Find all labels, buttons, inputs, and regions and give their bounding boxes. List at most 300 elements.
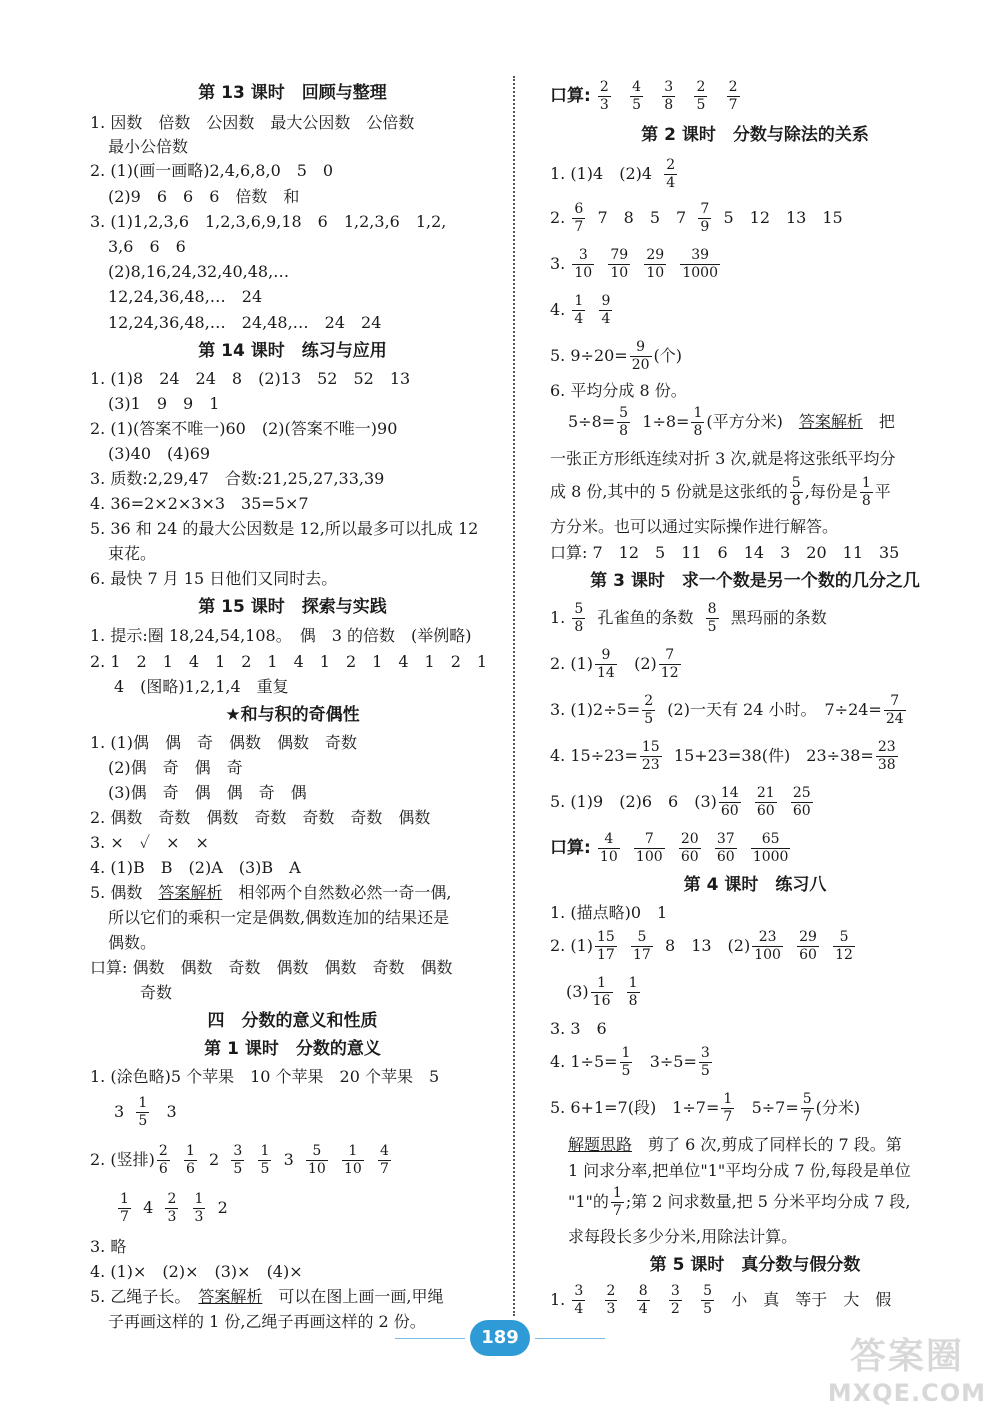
answer-text: 2 — [217, 1198, 228, 1217]
answer-text: 5. (1)9 (2)6 6 (3) — [550, 792, 717, 811]
fraction — [659, 647, 681, 682]
fraction — [640, 739, 662, 774]
answer-text: 3÷5= — [649, 1052, 697, 1071]
fraction — [605, 1283, 618, 1318]
answer-line — [550, 336, 682, 376]
fraction — [634, 831, 665, 866]
answer-line: 2. 1 2 1 4 1 2 1 4 1 2 1 4 1 2 1 — [90, 652, 488, 671]
answer-line: 2. (1)(画一画略)2,4,6,8,0 5 0 — [90, 161, 334, 180]
oral-calc-label: 口算: — [550, 838, 591, 858]
denominator: 7 — [379, 1161, 389, 1177]
numerator: 23 — [877, 739, 896, 755]
answer-line — [550, 198, 843, 238]
oral-calc-line: 口算: 7 12 5 11 6 14 3 20 11 35 — [550, 543, 900, 562]
fraction — [876, 739, 898, 774]
answer-line — [114, 1092, 177, 1132]
numerator: 9 — [630, 339, 652, 357]
answer-line: 4. (1)× (2)× (3)× (4)× — [90, 1262, 303, 1281]
numerator: 65 — [751, 831, 791, 849]
fraction — [694, 79, 707, 114]
denominator: 5 — [703, 1301, 713, 1317]
denominator: 3 — [194, 1209, 204, 1225]
fraction — [118, 1191, 131, 1226]
fraction — [157, 1143, 170, 1178]
column-divider — [513, 76, 515, 1316]
answer-line: 3. 3 6 — [550, 1019, 607, 1038]
fraction — [378, 1143, 391, 1178]
answer-line: 3,6 6 6 — [108, 237, 186, 256]
answer-text: 2. (1) — [550, 654, 594, 673]
denominator: 10 — [610, 265, 629, 281]
answer-line: 所以它们的乘积一定是偶数,偶数连加的结果还是 — [108, 908, 450, 927]
numerator: 15 — [641, 739, 660, 755]
answer-line: 方分米。也可以通过实际操作进行解答。 — [550, 517, 839, 536]
fraction — [860, 475, 873, 510]
watermark-logo — [828, 1328, 986, 1407]
numerator: 5 — [802, 1091, 812, 1107]
answer-text: 4 — [143, 1198, 154, 1217]
answer-line: 3. 略 — [90, 1237, 127, 1256]
answer-text: 4. 1÷5= — [550, 1052, 618, 1071]
answer-line — [550, 782, 815, 822]
denominator: 8 — [791, 493, 801, 509]
numerator: 2 — [167, 1191, 177, 1207]
answer-text: (3) — [566, 982, 589, 1001]
fraction — [719, 785, 741, 820]
fraction — [598, 831, 620, 866]
answer-line — [90, 882, 451, 904]
denominator: 7 — [120, 1209, 129, 1225]
oral-calc-line: 口算: 偶数 偶数 奇数 偶数 偶数 奇数 偶数 — [90, 958, 453, 977]
section-title-lesson4: 第 4 课时 练习八 — [683, 875, 827, 895]
fraction — [669, 1283, 682, 1318]
fraction — [165, 1191, 178, 1226]
denominator: 16 — [592, 993, 611, 1009]
answer-line — [550, 290, 614, 330]
fraction — [791, 785, 813, 820]
denominator: 1000 — [752, 849, 789, 865]
numerator: 3 — [664, 79, 674, 95]
numerator: 20 — [680, 831, 699, 847]
answer-text: 相邻两个自然数必然一奇一偶, — [222, 883, 452, 902]
denominator: 10 — [343, 1161, 362, 1177]
denominator: 5 — [696, 97, 706, 113]
answer-line: (3)1 9 9 1 — [108, 394, 220, 413]
answer-text: 剪了 6 次,剪成了同样长的 7 段。第 — [632, 1135, 902, 1154]
numerator: 37 — [716, 831, 735, 847]
answer-line: 束花。 — [108, 544, 157, 563]
denominator: 4 — [666, 175, 676, 191]
answer-line: 12,24,36,48,… 24,48,… 24 24 — [108, 313, 382, 332]
numerator: 7 — [634, 831, 665, 849]
answer-text: 7 8 5 7 — [597, 208, 687, 227]
answer-line — [90, 1140, 393, 1180]
denominator: 5 — [632, 97, 642, 113]
fraction — [572, 201, 585, 236]
denominator: 7 — [723, 1109, 733, 1125]
fraction — [595, 929, 617, 964]
answer-text: 15+23=38(件) 23÷38= — [673, 746, 874, 765]
answer-text: 1. — [550, 608, 566, 627]
numerator: 1 — [621, 1045, 631, 1061]
denominator: 10 — [307, 1161, 326, 1177]
numerator: 29 — [646, 247, 665, 263]
answer-line: 2. 偶数 奇数 偶数 奇数 奇数 奇数 偶数 — [90, 808, 431, 827]
denominator: 5 — [707, 619, 717, 635]
denominator: 7 — [802, 1109, 812, 1125]
analysis-tag: 答案解析 — [158, 883, 223, 902]
denominator: 60 — [799, 947, 817, 963]
answer-text: 2. (1) — [550, 936, 594, 955]
answer-line — [550, 1042, 714, 1082]
numerator: 1 — [194, 1191, 204, 1207]
oral-calc-line — [550, 828, 792, 868]
numerator: 1 — [574, 293, 584, 309]
answer-line: 4 (图略)1,2,1,4 重复 — [114, 677, 289, 696]
denominator: 4 — [638, 1301, 648, 1317]
answer-line: 偶数。 — [108, 933, 157, 952]
denominator: 3 — [599, 97, 609, 113]
answer-text: 3. (1)2÷5= — [550, 700, 641, 719]
answer-line: 4. (1)B B (2)A (3)B A — [90, 858, 301, 877]
numerator: 5 — [791, 475, 801, 491]
answer-line — [90, 1286, 443, 1308]
analysis-tag: 答案解析 — [198, 1287, 263, 1306]
fraction — [664, 157, 677, 192]
answer-line: 1. (1)8 24 24 8 (2)13 52 52 13 — [90, 369, 411, 388]
answer-text: 2. (竖排) — [90, 1150, 155, 1169]
numerator: 1 — [723, 1091, 733, 1107]
answer-line — [550, 154, 679, 194]
denominator: 9 — [700, 219, 710, 235]
denominator: 8 — [574, 619, 584, 635]
denominator: 5 — [138, 1113, 148, 1129]
answer-text: (个) — [653, 346, 683, 365]
section-title-lesson14: 第 14 课时 练习与应用 — [198, 341, 387, 361]
denominator: 23 — [641, 757, 660, 773]
denominator: 8 — [664, 97, 674, 113]
answer-text: 黑玛丽的条数 — [730, 608, 827, 627]
fraction — [608, 247, 630, 282]
fraction — [630, 79, 643, 114]
denominator: 6 — [185, 1161, 195, 1177]
numerator: 25 — [792, 785, 811, 801]
fraction — [644, 247, 666, 282]
denominator: 5 — [700, 1063, 710, 1079]
fraction — [752, 929, 783, 964]
fraction — [715, 831, 737, 866]
answer-text: 3 — [114, 1102, 125, 1121]
answer-text: 可以在图上画一画,甲绳 — [262, 1287, 444, 1306]
denominator: 4 — [574, 311, 584, 327]
numerator: 2 — [158, 1143, 168, 1159]
answer-line — [116, 1188, 228, 1228]
answer-line — [568, 402, 895, 442]
fraction — [599, 293, 612, 328]
denominator: 60 — [792, 803, 811, 819]
answer-line — [550, 926, 857, 966]
answer-line: (2)8,16,24,32,40,48,… — [108, 262, 290, 281]
page-number: 189 — [470, 1320, 530, 1356]
denominator: 24 — [885, 711, 904, 727]
numerator: 1 — [138, 1095, 148, 1111]
answer-line — [550, 736, 900, 776]
answer-line — [568, 1182, 910, 1222]
fraction — [598, 79, 611, 114]
fraction — [572, 247, 594, 282]
fraction — [833, 929, 855, 964]
denominator: 8 — [861, 493, 871, 509]
numerator: 5 — [703, 1283, 713, 1299]
answer-line — [550, 598, 827, 638]
section-title-lesson15: 第 15 课时 探索与实践 — [198, 597, 387, 617]
answer-text: 5÷8= — [568, 412, 616, 431]
denominator: 12 — [660, 665, 679, 681]
answer-line — [550, 690, 908, 730]
numerator: 9 — [595, 647, 617, 665]
fraction — [258, 1143, 271, 1178]
answer-line: 6. 最快 7 月 15 日他们又同时去。 — [90, 569, 338, 588]
denominator: 14 — [597, 665, 615, 681]
answer-text: 3 — [283, 1150, 294, 1169]
section-title-lesson1: 第 1 课时 分数的意义 — [204, 1039, 381, 1059]
answer-text: 5÷7= — [751, 1098, 799, 1117]
numerator: 1 — [591, 975, 613, 993]
answer-text: 平 — [874, 482, 891, 501]
answer-text: 1. — [550, 1290, 566, 1309]
answer-line: 求每段长多少分米,用除法计算。 — [568, 1227, 798, 1246]
analysis-tag: 答案解析 — [798, 412, 863, 431]
answer-line: (2)9 6 6 6 倍数 和 — [108, 187, 300, 206]
numerator: 2 — [606, 1283, 616, 1299]
answer-text: 2 — [209, 1150, 220, 1169]
answer-line — [566, 972, 642, 1012]
numerator: 8 — [638, 1283, 648, 1299]
answer-line: 1. (1)偶 偶 奇 偶数 偶数 奇数 — [90, 733, 358, 752]
answer-text: ,每份是 — [804, 482, 858, 501]
answer-line: 子再画这样的 1 份,乙绳子再画这样的 2 份。 — [108, 1312, 426, 1331]
answer-text: 5. 乙绳子长。 — [90, 1287, 199, 1306]
numerator: 3 — [574, 1283, 584, 1299]
section-title-lesson2: 第 2 课时 分数与除法的关系 — [641, 125, 869, 145]
fraction — [698, 201, 711, 236]
answer-line — [568, 1134, 902, 1156]
fraction — [184, 1143, 197, 1178]
denominator: 60 — [680, 849, 699, 865]
denominator: 7 — [728, 97, 738, 113]
answer-line: (2)偶 奇 偶 奇 — [108, 758, 243, 777]
numerator: 7 — [659, 647, 681, 665]
numerator: 5 — [306, 1143, 328, 1161]
denominator: 3 — [167, 1209, 177, 1225]
numerator: 4 — [598, 831, 620, 849]
numerator: 1 — [612, 1185, 622, 1201]
page-number-rule-left — [395, 1338, 465, 1339]
answer-text: 5. 9÷20= — [550, 346, 628, 365]
fraction — [701, 1283, 714, 1318]
denominator: 60 — [756, 803, 775, 819]
numerator: 39 — [680, 247, 720, 265]
fraction — [679, 831, 701, 866]
numerator: 1 — [260, 1143, 270, 1159]
oral-calc-label: 口算: — [550, 86, 591, 106]
numerator: 6 — [574, 201, 584, 217]
fraction — [642, 693, 655, 728]
fraction — [136, 1095, 149, 1130]
oral-calc-line: 奇数 — [140, 983, 173, 1002]
fraction — [591, 975, 613, 1010]
fraction — [572, 601, 585, 636]
fraction — [755, 785, 777, 820]
answer-line: 一张正方形纸连续对折 3 次,就是将这张纸平均分 — [550, 449, 896, 468]
answer-line: 1 问求分率,把单位"1"平均分成 7 份,每段是单位 — [568, 1161, 911, 1180]
numerator: 1 — [342, 1143, 364, 1161]
numerator: 23 — [752, 929, 783, 947]
denominator: 8 — [619, 423, 629, 439]
answer-line — [550, 1280, 891, 1320]
solution-tip-tag: 解题思路 — [568, 1135, 633, 1154]
fraction — [231, 1143, 244, 1178]
denominator: 100 — [754, 947, 781, 963]
watermark-top: 答案圈 — [849, 1336, 964, 1377]
denominator: 12 — [835, 947, 853, 963]
answer-line: 1. (涂色略)5 个苹果 10 个苹果 20 个苹果 5 — [90, 1067, 440, 1086]
section-title-lesson3: 第 3 课时 求一个数是另一个数的几分之几 — [590, 571, 920, 591]
answer-text: 2. — [550, 208, 566, 227]
denominator: 100 — [635, 849, 663, 865]
answer-text: ;第 2 问求数量,把 5 分米平均分成 7 段, — [625, 1192, 911, 1211]
fraction — [620, 1045, 633, 1080]
numerator: 5 — [619, 405, 629, 421]
numerator: 3 — [670, 1283, 680, 1299]
fraction — [751, 831, 791, 866]
numerator: 5 — [833, 929, 855, 947]
answer-line: (3)偶 奇 偶 偶 奇 偶 — [108, 783, 307, 802]
denominator: 60 — [720, 803, 739, 819]
denominator: 17 — [597, 947, 615, 963]
answer-line — [550, 1088, 860, 1128]
denominator: 4 — [601, 311, 611, 327]
numerator: 9 — [601, 293, 611, 309]
denominator: 10 — [599, 849, 618, 865]
answer-text: 孔雀鱼的条数 — [597, 608, 694, 627]
denominator: 2 — [670, 1301, 680, 1317]
numerator: 4 — [632, 79, 642, 95]
fraction — [680, 247, 720, 282]
denominator: 7 — [574, 219, 584, 235]
fraction — [611, 1185, 624, 1220]
section-title-lesson13: 第 13 课时 回顾与整理 — [198, 83, 387, 103]
denominator: 5 — [233, 1161, 243, 1177]
denominator: 17 — [633, 947, 651, 963]
numerator: 5 — [631, 929, 653, 947]
answer-text: 5. 偶数 — [90, 883, 159, 902]
numerator: 2 — [644, 693, 654, 709]
numerator: 3 — [572, 247, 594, 265]
numerator: 2 — [666, 157, 676, 173]
answer-line: 3. × ✓ × × — [90, 833, 209, 852]
fraction — [801, 1091, 814, 1126]
fraction — [631, 929, 653, 964]
denominator: 38 — [877, 757, 896, 773]
fraction — [662, 79, 675, 114]
numerator: 7 — [884, 693, 906, 711]
answer-line: 3. (1)1,2,3,6 1,2,3,6,9,18 6 1,2,3,6 1,2, — [90, 212, 447, 231]
denominator: 60 — [716, 849, 735, 865]
numerator: 3 — [233, 1143, 243, 1159]
answer-line — [550, 472, 891, 512]
answer-text: 1. (1)4 (2)4 — [550, 164, 653, 183]
unit-title: 四 分数的意义和性质 — [207, 1011, 378, 1031]
numerator: 79 — [610, 247, 629, 263]
fraction — [691, 405, 704, 440]
fraction — [797, 929, 819, 964]
answer-text: 3 — [166, 1102, 177, 1121]
answer-line: 4. 36=2×2×3×3 35=5×7 — [90, 494, 309, 513]
answer-line — [550, 644, 683, 684]
fraction — [790, 475, 803, 510]
denominator: 7 — [612, 1203, 622, 1219]
numerator: 1 — [861, 475, 871, 491]
answer-text: 小 真 等于 大 假 — [731, 1290, 892, 1309]
numerator: 1 — [628, 975, 638, 991]
denominator: 3 — [606, 1301, 616, 1317]
denominator: 5 — [644, 711, 654, 727]
denominator: 6 — [158, 1161, 168, 1177]
denominator: 1000 — [682, 265, 718, 281]
numerator: 15 — [597, 929, 615, 945]
fraction — [342, 1143, 364, 1178]
denominator: 10 — [646, 265, 665, 281]
answer-line: 3. 质数:2,29,47 合数:21,25,27,33,39 — [90, 469, 385, 488]
answer-text: 8 13 (2) — [665, 936, 751, 955]
answer-text: 5 12 13 15 — [723, 208, 843, 227]
answer-text: (2) — [634, 654, 657, 673]
answer-line: (3)40 (4)69 — [108, 444, 211, 463]
answer-line: 1. 提示:圈 18,24,54,108。 偶 3 的倍数 (举例略) — [90, 626, 472, 645]
denominator: 4 — [574, 1301, 584, 1317]
numerator: 7 — [700, 201, 710, 217]
fraction — [706, 601, 719, 636]
section-title-parity: ★和与积的奇偶性 — [225, 705, 360, 725]
answer-text: 3. — [550, 254, 566, 273]
answer-line: 最小公倍数 — [108, 137, 189, 156]
fraction — [630, 339, 652, 374]
numerator: 21 — [756, 785, 775, 801]
denominator: 8 — [693, 423, 703, 439]
denominator: 5 — [260, 1161, 270, 1177]
fraction — [193, 1191, 206, 1226]
numerator: 2 — [696, 79, 706, 95]
answer-text: 4. — [550, 300, 566, 319]
answer-line — [550, 244, 722, 284]
denominator: 5 — [621, 1063, 631, 1079]
fraction — [699, 1045, 712, 1080]
answer-text: 1÷8= — [642, 412, 690, 431]
section-title-lesson5: 第 5 课时 真分数与假分数 — [649, 1255, 861, 1275]
answer-line: 6. 平均分成 8 份。 — [550, 381, 687, 400]
numerator: 1 — [120, 1191, 129, 1207]
numerator: 8 — [707, 601, 717, 617]
fraction — [572, 293, 585, 328]
answer-text: 4. 15÷23= — [550, 746, 638, 765]
page-number-rule-right — [535, 1338, 605, 1339]
fraction — [595, 647, 617, 682]
answer-text: (2)一天有 24 小时。 7÷24= — [667, 700, 882, 719]
fraction — [306, 1143, 328, 1178]
fraction — [572, 1283, 585, 1318]
fraction — [884, 693, 906, 728]
